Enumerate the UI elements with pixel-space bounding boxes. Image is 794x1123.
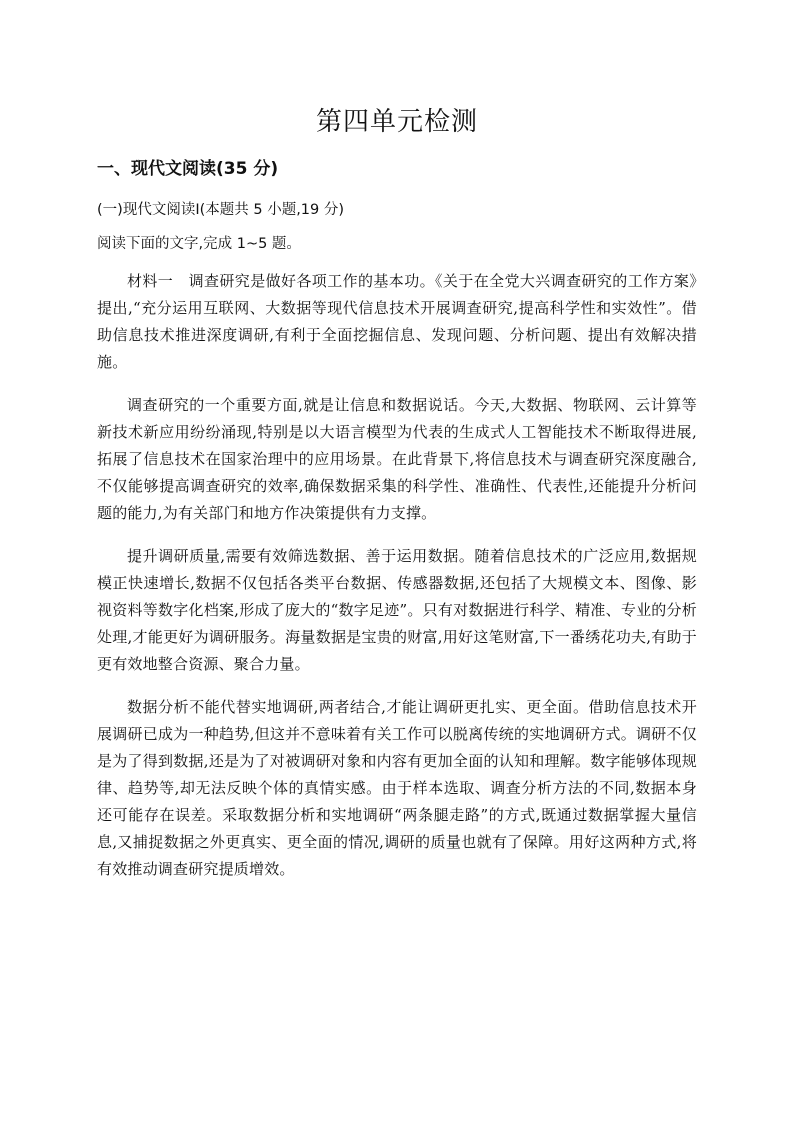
passage-paragraph-2: 调查研究的一个重要方面,就是让信息和数据说话。今天,大数据、物联网、云计算等新技术新应用纷纷涌现,特别是以大语言模型为代表的生成式人工智能技术不断取得进展,拓展了信息技术在国家治理中的应用场景。在此背景下,将信息技术与调查研究深度融合,不仅能够提高调查研究的效率,确保数据采集的科学性、准确性、代表性,还能提升分析问题的能力,为有关部门和地方作决策提供有力支撑。 xyxy=(97,396,697,522)
passage-paragraph-4: 数据分析不能代替实地调研,两者结合,才能让调研更扎实、更全面。借助信息技术开展调研已成为一种趋势,但这并不意味着有关工作可以脱离传统的实地调研方式。调研不仅是为了得到数据,还是为了对被调研对象和内容有更加全面的认知和理解。数字能够体现规律、趋势等,却无法反映个体的真情实感。由于样本选取、调查分析方法的不同,数据本身还可能存在误差。采取数据分析和实地调研“两条腿走路”的方式,既通过数据掌握大量信息,又捕捉数据之外更真实、更全面的情况,调研的质量也就有了保障。用好这两种方式,将有效推动调查研究提质增效。 xyxy=(97,698,697,878)
page-title: 第四单元检测 xyxy=(315,107,478,137)
sub-heading: (一)现代文阅读Ⅰ(本题共 5 小题,19 分) xyxy=(97,202,345,218)
reading-instruction: 阅读下面的文字,完成 1~5 题。 xyxy=(97,236,301,252)
passage-paragraph-3: 提升调研质量,需要有效筛选数据、善于运用数据。随着信息技术的广泛应用,数据规模正快速增长,数据不仅包括各类平台数据、传感器数据,还包括了大规模文本、图像、影视资料等数字化档案,形成了庞大的“数字足迹”。只有对数据进行科学、精准、专业的分析处理,才能更好为调研服务。海量数据是宝贵的财富,用好这笔财富,下一番绣花功夫,有助于更有效地整合资源、聚合力量。 xyxy=(97,547,697,673)
material-label: 材料一 xyxy=(127,272,174,290)
paragraph-text: 调查研究是做好各项工作的基本功。《关于在全党大兴调查研究的工作方案》提出,“充分运用互联网、大数据等现代信息技术开展调查研究,提高科学性和实效性”。借助信息技术推进深度调研,有利于全面挖掘信息、发现问题、分析问题、提出有效解决措施。 xyxy=(97,272,697,371)
passage-paragraph-1 xyxy=(97,268,697,376)
reading-passage xyxy=(97,268,697,899)
section-heading: 一、现代文阅读(35 分) xyxy=(97,159,279,179)
